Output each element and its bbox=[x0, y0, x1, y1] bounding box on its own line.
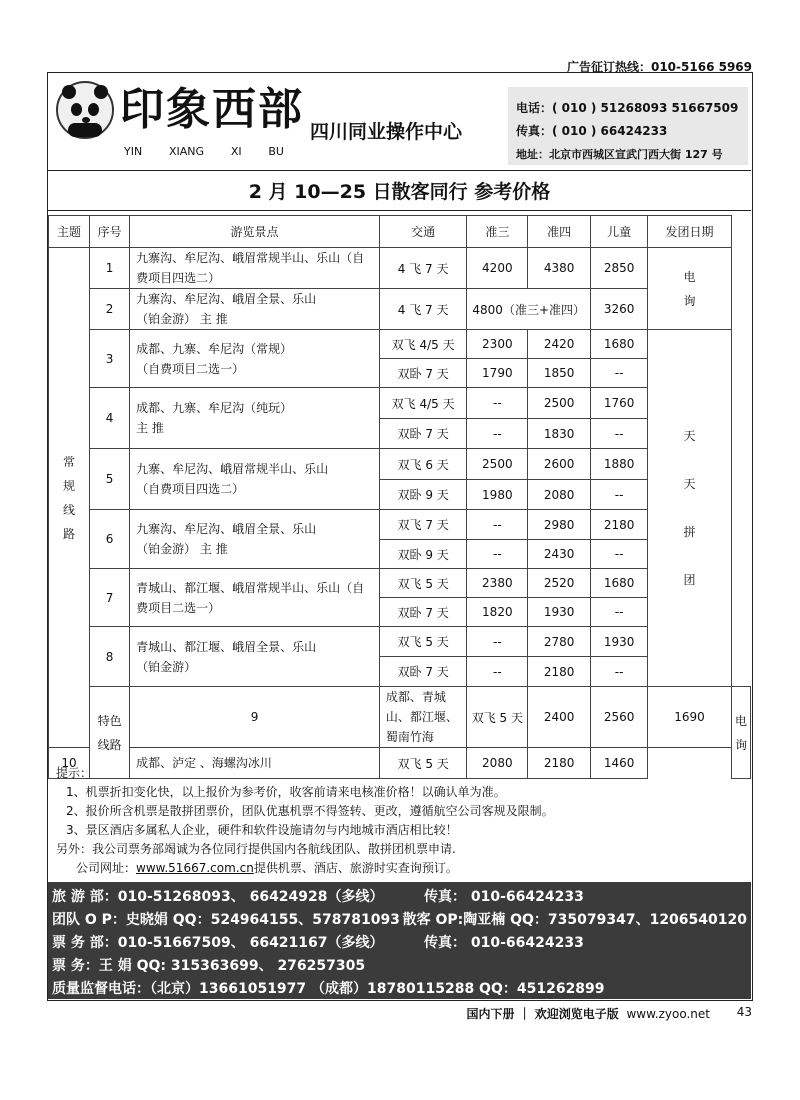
header bbox=[48, 73, 751, 171]
brand-name: 印象西部 bbox=[120, 84, 304, 135]
table-row: 3 成都、九寨、牟尼沟（常规） （自费项目二选一） 双飞 4/5 天 2300 2420 1680 天 天 拼 团 bbox=[49, 330, 751, 359]
table-row: 2 九寨沟、牟尼沟、峨眉全景、乐山 （铂金游） 主 推 4 飞 7 天 4800（准三+准四） 3260 bbox=[49, 289, 751, 330]
footer-group-op: 团队 O P：史晓娟 QQ：524964155、578781093 bbox=[52, 912, 400, 928]
page-title: 2 月 10—25 日散客同行 参考价格 bbox=[48, 173, 751, 211]
footer-ticket-fax: 传真： 010-66424233 bbox=[424, 935, 584, 951]
footer-tour-fax: 传真： 010-66424233 bbox=[424, 889, 584, 905]
footer-ticket-dept: 票 务 部：010-51667509、 66421167（多线） bbox=[52, 935, 384, 951]
theme-regular: 常 规 线 路 bbox=[49, 248, 90, 748]
footer-fit-op: 散客 OP:陶亚楠 QQ：735079347、1206540120 bbox=[402, 912, 747, 928]
note-item: 2、报价所含机票是散拼团票价，团队优惠机票不得签转、更改，遵循航空公司客规及限制。 bbox=[66, 804, 554, 818]
center-name: 四川同业操作中心 bbox=[310, 121, 463, 143]
bottom-strip: 国内下册 ｜ 欢迎浏览电子版 www.zyoo.net bbox=[466, 1007, 710, 1021]
footer-quality-hotline: 质量监督电话：（北京）13661051977 （成都）18780115288 QQ：451262899 bbox=[52, 981, 605, 997]
note-item: 3、景区酒店多属私人企业，硬件和软件设施请勿与内地城市酒店相比较！ bbox=[66, 823, 458, 837]
contact-phone: 电话：( 010 ) 51268093 51667509 bbox=[516, 101, 739, 115]
website-link[interactable]: www.zyoo.net bbox=[626, 1007, 710, 1021]
table-row: 8 青城山、都江堰、峨眉全景、乐山 （铂金游） 双飞 5 天 -- 2780 1930 bbox=[49, 627, 751, 657]
table-row: 常 规 线 路 1 九寨沟、牟尼沟、峨眉常规半山、乐山（自费项目四选二） 4 飞 7 天 4200 4380 2850 电 询 bbox=[49, 248, 751, 289]
table-row: 特色 线路 9 成都、青城山、都江堰、蜀南竹海 双飞 5 天 2400 2560 1690 电 询 bbox=[49, 687, 751, 748]
price-table bbox=[48, 215, 751, 779]
page-number: 43 bbox=[736, 1005, 752, 1019]
table-row: 10 成都、泸定 、海螺沟冰川 双飞 5 天 2080 2180 1460 bbox=[49, 748, 751, 779]
company-site-link[interactable]: www.51667.com.cn bbox=[136, 861, 254, 875]
table-row: 4 成都、九寨、牟尼沟（纯玩） 主 推 双飞 4/5 天 -- 2500 1760 bbox=[49, 388, 751, 419]
panda-logo-icon bbox=[56, 81, 114, 139]
table-row: 双卧 9 天 -- 2430 -- bbox=[49, 540, 751, 569]
notes-extra: 另外：我公司票务部竭诚为各位同行提供国内各航线团队、散拼团机票申请. bbox=[56, 842, 456, 856]
notes-heading: 提示： bbox=[56, 766, 93, 780]
table-row: 双卧 7 天 1790 1850 -- bbox=[49, 359, 751, 388]
footer-tour-dept: 旅 游 部：010-51268093、 66424928（多线） bbox=[52, 889, 384, 905]
ad-hotline: 广告征订热线：010-5166 5969 bbox=[566, 60, 752, 74]
table-header-row: 主题 序号 游览景点 交通 准三 准四 儿童 发团日期 bbox=[49, 216, 751, 248]
contact-fax: 传真：( 010 ) 66424233 bbox=[516, 124, 668, 138]
date-phone-inquiry-2: 电 询 bbox=[731, 687, 750, 779]
theme-special: 特色 线路 bbox=[90, 687, 130, 779]
table-row: 7 青城山、都江堰、峨眉常规半山、乐山（自费项目二选一） 双飞 5 天 2380 2520 1680 bbox=[49, 569, 751, 598]
table-row: 双卧 7 天 1820 1930 -- bbox=[49, 598, 751, 627]
table-row: 双卧 7 天 -- 2180 -- bbox=[49, 657, 751, 687]
notes-section bbox=[48, 760, 751, 882]
table-row: 5 九寨、牟尼沟、峨眉常规半山、乐山 （自费项目四选二） 双飞 6 天 2500 2600 1880 bbox=[49, 449, 751, 480]
contact-footer bbox=[48, 882, 751, 999]
brand-pinyin: YIN XIANG XI BU bbox=[124, 145, 284, 158]
contact-box bbox=[508, 87, 748, 165]
date-phone-inquiry: 电 询 bbox=[648, 248, 732, 330]
table-row: 双卧 9 天 1980 2080 -- bbox=[49, 480, 751, 510]
table-row: 6 九寨沟、牟尼沟、峨眉全景、乐山 （铂金游） 主 推 双飞 7 天 -- 2980 2180 bbox=[49, 510, 751, 540]
note-item: 1、机票折扣变化快，以上报价为参考价，收客前请来电核准价格！以确认单为准。 bbox=[66, 785, 506, 799]
date-daily: 天 天 拼 团 bbox=[648, 330, 732, 687]
footer-ticket-staff: 票 务：王 娟 QQ: 315363699、 276257305 bbox=[52, 958, 366, 974]
company-site: 公司网址：www.51667.com.cn提供机票、酒店、旅游时实查询预订。 bbox=[76, 861, 458, 875]
page-frame bbox=[47, 72, 753, 1001]
contact-address: 地址：北京市西城区宣武门西大街 127 号 bbox=[516, 148, 723, 161]
table-row: 双卧 7 天 -- 1830 -- bbox=[49, 419, 751, 449]
